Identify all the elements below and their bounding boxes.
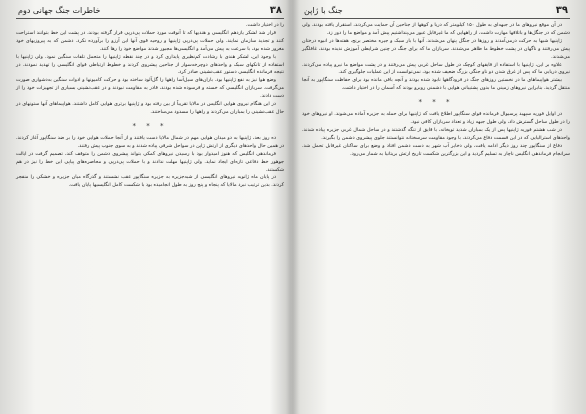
paragraph: در پایان ماه ژانویه نیروهای انگلیسی از شبه‌جزیره به جزیره سنگاپور عقب نشستند و گذرگاه میان جزیره و خشکی را منفجر کردند. بدین ترتیب نبرد مالایا که پنجاه و پنج روز به طول انجامیده بود با شکست کامل انگلیسیها پایان یافت. xyxy=(16,174,284,189)
paragraph: ژاپنیها شبها به حرکت درمی‌آمدند و روزها در جنگل پنهان می‌شدند. آنها با بار سبک و جیره مختصر برنج، هفته‌ها در انبوه درختان پیش می‌رفتند و ناگهان در پشت خطوط ما ظاهر می‌شدند. سربازان ما که برای جنگ در چنین شرایطی آموزش ندیده بودند، غافلگیر می‌شدند. xyxy=(302,37,570,60)
paragraph: بیشتر هواپیماهای ما در نخستین روزهای جنگ در فرودگاهها نابود شده بودند و آنچه باقی مانده بود برای حفاظت سنگاپور به آنجا منتقل گردید. بنابراین نیروهای زمینی ما بدون پشتیبانی هوایی با دشمنی روبرو بودند که آسمان را در اختیار داشت. xyxy=(302,77,570,92)
paragraph: در این هنگام نیروی هوایی انگلیس در مالایا تقریباً از بین رفته بود و ژاپنیها برتری هوایی کامل داشتند. هواپیماهای آنها ستونهای در حال عقب‌نشینی را بمباران می‌کردند و راهها را مسدود می‌ساختند. xyxy=(16,101,284,115)
paragraph: دفاع از سنگاپور چند روز دیگر ادامه یافت، ولی ذخایر آب شهر به دست دشمن افتاد و وضع برای ساکنان غیرقابل تحمل شد. سرانجام فرماندهی انگلیس ناچار به تسلیم گردید و این بزرگترین شکست تاریخ ارتش بریتانیا به شمار می‌رود. xyxy=(302,142,570,157)
paragraph: با وجود این، لشکر هندی با رشادت کم‌نظیری پایداری کرد و در چند نقطه ژاپنیها را متحمل تلفات سنگین نمود. ولی ژاپنیها با استفاده از تانکهای سبک و واحدهای دوچرخه‌سوار از جناحین پیشروی کردند و خطوط ارتباطی قوای انگلیسی را تهدید نمودند. در نتیجه فرمانده انگلیسی دستور عقب‌نشینی صادر کرد. xyxy=(16,53,284,76)
left-running-title: خاطرات جنگ جهانی دوم xyxy=(18,6,101,15)
paragraph: فرماندهی انگلیس که هنوز امیدوار بود با رسیدن نیروهای کمکی بتواند پیشروی دشمن را متوقف کند، تصمیم گرفت در ایالت جوهور خط دفاعی تازه‌ای ایجاد نماید. ولی ژاپنیها مهلت ندادند و با حملات پی‌درپی و محاصره‌های پیاپی این خط را نیز در هم شکستند. xyxy=(16,150,284,173)
right-page-number: ۳۹ xyxy=(555,5,568,16)
section-separator: * * * xyxy=(132,121,168,130)
paragraph: را در اختیار داشت. xyxy=(245,22,284,28)
paragraph: وضع هوا نیز به نفع ژاپنیها بود. باران‌های سیل‌آسا راهها را گل‌آلود ساخته بود و حرکت کامیونها و ادوات سنگین به‌دشواری صورت می‌گرفت. سربازان انگلیسی که خسته و فرسوده شده بودند، قادر به مقاومت نبودند و در عقب‌نشینی بسیاری از تجهیزات خود را از دست دادند. xyxy=(16,77,284,100)
right-page xyxy=(302,6,570,404)
right-running-title: جنگ با ژاپن xyxy=(304,6,343,15)
right-page-header xyxy=(302,6,570,19)
paragraph: ده روز بعد، ژاپنیها به دو میدان هوایی مهم در شمال مالایا دست یافتند و از آنجا حملات هوایی خود را بر ضد سنگاپور آغاز کردند. در همین حال واحدهای دیگری از ارتش ژاپن در سواحل شرقی پیاده شدند و به سوی جنوب پیش رفتند. xyxy=(16,134,284,149)
paragraph: علاوه بر این، ژاپنیها با استفاده از قایقهای کوچک در طول ساحل غربی پیش می‌رفتند و در پشت مواضع ما نیرو پیاده می‌کردند. نیروی دریایی ما که پس از غرق شدن دو ناو جنگی بزرگ ضعیف شده بود، نمی‌توانست از این عملیات جلوگیری کند. xyxy=(302,61,570,76)
paragraph: قرار شد لشکر یازدهم انگلیسی و هندیها که تا آنوقت مورد حملات پی‌درپی قرار گرفته بودند، در پشت این خط بتوانند استراحت کنند و تجدید سازمان نمایند. ولی حملات پی‌درپی ژاپنیها و روحیه قوی آنها این آرزو را برآورده نکرد. دشمن که به پیروزیهای خود مغرور شده بود، با سرعت به پیش می‌آمد و انگلیسی‌ها مجبور شدند مواضع خود را رها کنند. xyxy=(16,29,284,52)
book-gutter xyxy=(286,0,300,414)
left-page xyxy=(16,6,284,404)
paragraph: در شب هشتم فوریه ژاپنیها پس از یک بمباران شدید توپخانه، با قایق از تنگه گذشتند و در ساحل شمال غربی جزیره پیاده شدند. واحدهای استرالیایی که در این قسمت دفاع می‌کردند، با وجود مقاومت سرسختانه نتوانستند جلوی پیشروی دشمن را بگیرند. xyxy=(302,126,570,141)
paragraph: در اوایل فوریه سپهبد پرسیوال فرمانده قوای سنگاپور اطلاع یافت که ژاپنیها برای حمله به جزیره آماده می‌شوند. او نیروهای خود را در طول ساحل گسترش داد، ولی طول جبهه زیاد و تعداد سربازان کافی نبود. xyxy=(302,111,570,126)
left-page-body xyxy=(16,22,284,190)
left-page-number: ۳۸ xyxy=(269,5,282,16)
paragraph: در آن موقع نیروهای ما در جبهه‌ای به طول ۱۵۰ کیلومتر که دریا و کوهها از جناحین آن حمایت می‌کردند، استقرار یافته بودند. ولی دشمن که در جنگل‌ها و باتلاقها مهارت داشت، از راههایی که ما غیرقابل عبور می‌پنداشتیم پیش آمد و مواضع ما را دور زد. xyxy=(302,22,570,36)
right-page-body xyxy=(302,22,570,159)
section-separator: * * * xyxy=(418,98,454,107)
left-page-header xyxy=(16,6,284,19)
